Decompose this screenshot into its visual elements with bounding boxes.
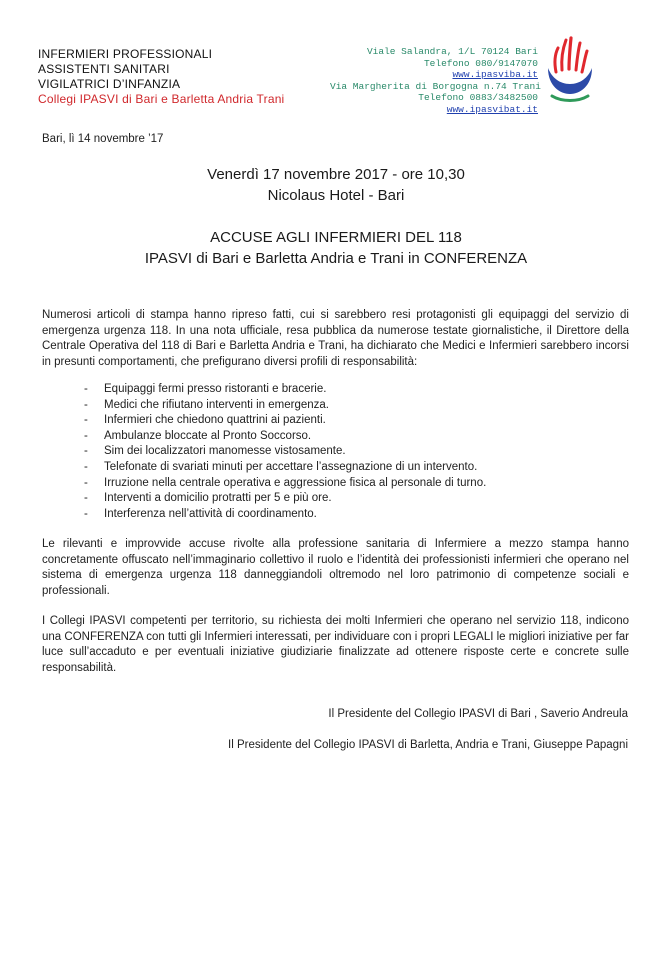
list-item: - Infermieri che chiedono quattrini ai pazienti.: [84, 413, 604, 429]
signature-bari: Il Presidente del Collegio IPASVI di Bari , Saverio Andreula: [328, 708, 628, 720]
title-line-1: ACCUSE AGLI INFERMIERI DEL 118: [210, 229, 462, 246]
paragraph-impact: Le rilevanti e improvvide accuse rivolte alla professione sanitaria di Infermiere a mezzo stampa hanno concretamente offuscato nell’immaginario collettivo il ruolo e l’identità dei professionisti infermieri che operano nel sistema di emergenza urgenza 118 danneggiandoli oltremodo nel loro patrimonio di competenze sociali e professionali.: [42, 538, 629, 597]
address-trani: Via Margherita di Borgogna n.74 Trani: [330, 80, 541, 92]
letterhead-line-2: ASSISTENTI SANITARI: [38, 62, 170, 76]
list-item: - Telefonate di svariati minuti per accettare l’assegnazione di un intervento.: [84, 460, 604, 476]
list-item: - Irruzione nella centrale operativa e aggressione fisica al personale di turno.: [84, 476, 604, 492]
event-datetime: Venerdì 17 novembre 2017 - ore 10,30: [207, 166, 465, 183]
signature-bat: Il Presidente del Collegio IPASVI di Barletta, Andria e Trani, Giuseppe Papagni: [228, 739, 628, 751]
accusations-list: [84, 382, 604, 522]
address-bari: Viale Salandra, 1/L 70124 Bari: [366, 46, 538, 57]
list-item: - Interferenza nell’attività di coordinamento.: [84, 507, 604, 523]
letterhead-left: [38, 47, 358, 107]
phone-bari: Telefono 080/9147070: [423, 57, 538, 69]
title-line-2: IPASVI di Bari e Barletta Andria e Trani in CONFERENZA: [144, 250, 528, 267]
letterhead-line-1: INFERMIERI PROFESSIONALI: [38, 47, 213, 61]
letterhead-collegi: Collegi IPASVI di Bari e Barletta Andria Trani: [38, 92, 285, 106]
paragraph-intro: Numerosi articoli di stampa hanno ripreso fatti, cui si sarebbero resi protagonisti gli equipaggi del servizio di emergenza urgenza 118. In una nota ufficiale, resa pubblica da numerose testate giornalistiche, il Direttore della Centrale Operativa del 118 di Bari e Barletta Andria e Trani, ha dichiarato che Medici e Infermieri sarebbero incorsi in presunti comportamenti, che prefigurano diversi profili di responsabilità:: [42, 309, 629, 368]
list-item: - Equipaggi fermi presso ristoranti e bracerie.: [84, 382, 604, 398]
list-item: - Sim dei localizzatori manomesse vistosamente.: [84, 444, 604, 460]
ipasvi-logo-icon: [540, 34, 600, 106]
website-link-bat[interactable]: www.ipasvibat.it: [446, 103, 538, 115]
letterhead-line-3: VIGILATRICI D’INFANZIA: [38, 77, 181, 91]
list-item: - Ambulanze bloccate al Pronto Soccorso.: [84, 429, 604, 445]
phone-trani: Telefono 0883/3482500: [418, 92, 538, 104]
website-link-bari[interactable]: www.ipasviba.it: [452, 69, 538, 81]
letter-date: Bari, lì 14 novembre ’17: [42, 133, 164, 145]
letterhead-contacts: [330, 46, 541, 116]
list-item: - Medici che rifiutano interventi in emergenza.: [84, 398, 604, 414]
list-item: - Interventi a domicilio protratti per 5 e più ore.: [84, 491, 604, 507]
event-place: Nicolaus Hotel - Bari: [267, 187, 405, 204]
paragraph-conference: I Collegi IPASVI competenti per territorio, su richiesta dei molti Infermieri che operano nel servizio 118, indicono una CONFERENZA con tutti gli Infermieri interessati, per individuare con i propri LEGALI le migliori iniziative per far luce sull’accaduto e per eventuali iniziative giudiziarie finalizzate ad ottenere risposte certe e concrete sulle responsabilità.: [42, 615, 629, 674]
